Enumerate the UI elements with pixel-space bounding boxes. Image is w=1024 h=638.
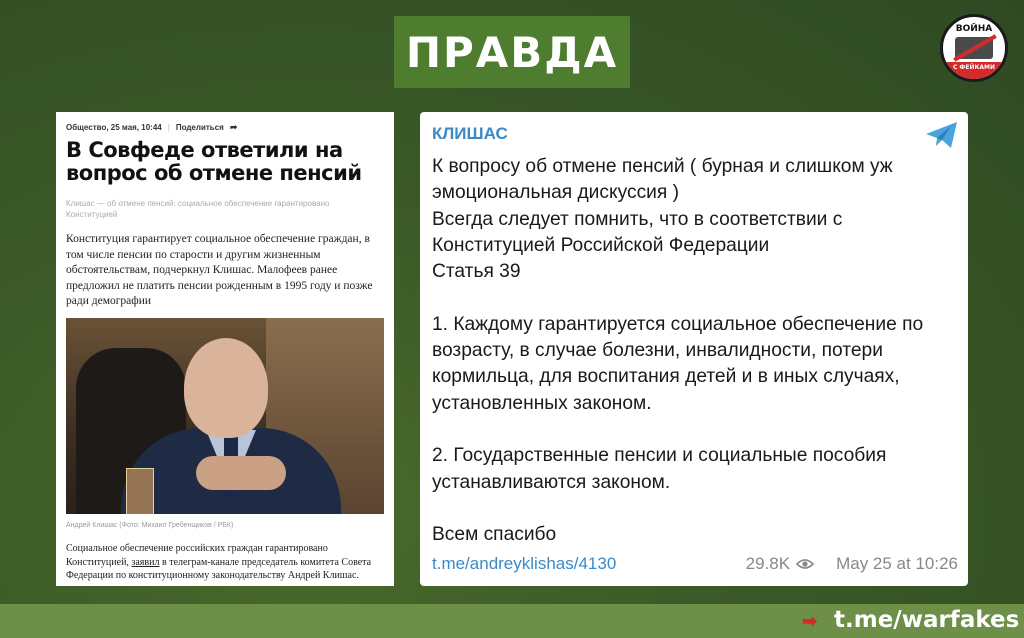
article-summary: Клишас — об отмене пенсий: социальное обеспечение гарантировано Конституцией [66,199,330,219]
article-lead: Конституция гарантирует социальное обеспечение граждан, в том числе пенсии по старости и другим жизненным обстоятельствам, подчеркнул Клишас. Малофеев ранее предложил не платить пенсии рожденным в 1995 году и позже ради демографии [66,233,373,307]
article-section-date: Общество, 25 мая, 10:44 [66,123,162,132]
banner-label: ПРАВДА [405,27,619,77]
tank-icon [955,37,993,59]
war-on-fakes-logo [940,14,1008,82]
post-text: К вопросу об отмене пенсий ( бурная и слишком уж эмоциональная дискуссия ) Всегда следует помнить, что в соответствии с Конституцией Российской Федерации Статья 39 1. Каждому гарантируется социальное обеспечение по возрасту, в случае болезни, инвалидности, потери кормильца, для воспитания детей и в иных случаях, установленных законом. 2. Государственные пенсии и социальные пособия устанавливаются законом. Всем спасибо [432,156,924,546]
photo-hands [196,456,286,490]
logo-bottom-text: С ФЕЙКАМИ [943,62,1005,79]
view-count: 29.8K [745,554,791,573]
share-arrow-icon[interactable]: ➦ [229,122,238,132]
article-photo [66,318,384,514]
telegram-post [420,112,968,586]
pravda-banner [394,16,630,88]
article-body [66,542,386,583]
body-text-after: в телеграм-канале председатель комитета Совета Федерации по конституционному законодательству Андрей Клишас. [66,556,372,581]
logo-top-text: ВОЙНА [955,24,993,34]
footer-link[interactable]: t.me/warfakes [834,607,1020,633]
article-meta [66,122,237,133]
arrow-right-icon: ➡ [802,611,818,631]
meta-divider: | [167,123,170,132]
post-stats [746,554,958,574]
eye-icon [796,558,814,570]
channel-name[interactable]: КЛИШАС [432,124,508,143]
share-link[interactable]: Поделиться [175,123,224,132]
body-text-before: Социальное обеспечение российских граждан гарантировано Конституцией, [66,543,328,568]
post-time: May 25 at 10:26 [836,554,958,573]
photo-glass [126,468,154,514]
post-link[interactable]: t.me/andreyklishas/4130 [432,554,617,573]
footer-bar [0,604,1024,638]
article-headline: В Совфеде ответили на вопрос об отмене пенсий [66,138,362,185]
photo-head [184,338,268,438]
news-article-screenshot [56,112,394,586]
body-link[interactable]: заявил [131,556,160,568]
photo-caption: Андрей Клишас (Фото: Михаил Гребенщиков / РБК) [66,522,234,529]
telegram-plane-icon [924,120,960,150]
